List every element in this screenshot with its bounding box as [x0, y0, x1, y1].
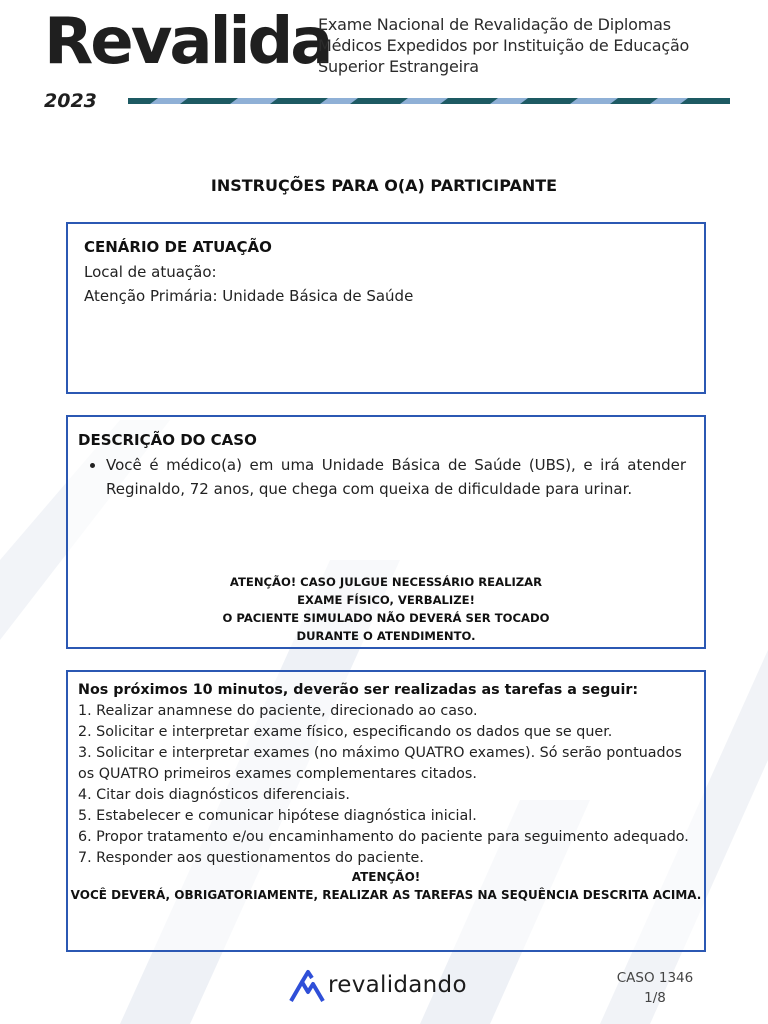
task-item: os QUATRO primeiros exames complementares citados.	[78, 766, 477, 782]
case-number-block	[600, 968, 710, 1008]
task-item: 5. Estabelecer e comunicar hipótese diagnóstica inicial.	[78, 808, 477, 824]
attention-line: ATENÇÃO!	[351, 870, 421, 884]
attention-line: VOCÊ DEVERÁ, OBRIGATORIAMENTE, REALIZAR AS TAREFAS NA SEQUÊNCIA DESCRITA ACIMA.	[70, 888, 702, 902]
case-bullet-item: • Você é médico(a) em uma Unidade Básica de Saúde (UBS), e irá atender Reginaldo, 72 anos, que chega com queixa de dificuldade para urinar.	[106, 453, 694, 501]
case-bullet-list	[78, 453, 694, 501]
task-item: 6. Propor tratamento e/ou encaminhamento do paciente para seguimento adequado.	[78, 829, 689, 845]
revalidando-logo	[288, 966, 488, 1006]
attention-line: DURANTE O ATENDIMENTO.	[296, 629, 476, 643]
exam-title-line-2: Médicos Expedidos por Instituição de Educação	[318, 36, 690, 55]
task-item: 4. Citar dois diagnósticos diferenciais.	[78, 787, 350, 803]
revalida-logo: Revalida	[44, 5, 331, 79]
revalidando-mark-icon	[288, 968, 326, 1004]
logo-year: 2023	[44, 90, 97, 112]
scenario-line: Atenção Primária: Unidade Básica de Saúde	[84, 287, 414, 305]
case-heading: DESCRIÇÃO DO CASO	[78, 431, 257, 449]
case-number: CASO 1346	[616, 970, 694, 986]
scenario-line: Local de atuação:	[84, 263, 217, 281]
task-item: 2. Solicitar e interpretar exame físico, especificando os dados que se quer.	[78, 724, 613, 740]
header-decorative-bar	[128, 96, 730, 106]
task-item: 7. Responder aos questionamentos do paciente.	[78, 850, 424, 866]
task-item: 1. Realizar anamnese do paciente, direcionado ao caso.	[78, 703, 478, 719]
case-description-box	[66, 415, 706, 649]
page-number: 1/8	[644, 990, 666, 1006]
exam-title	[318, 14, 748, 77]
scenario-box	[66, 222, 706, 394]
exam-title-line-3: Superior Estrangeira	[318, 57, 479, 76]
case-attention-notice	[68, 573, 704, 645]
exam-title-line-1: Exame Nacional de Revalidação de Diplomas	[318, 15, 671, 34]
brand-name: revalidando	[328, 972, 467, 998]
tasks-attention-notice	[68, 868, 704, 904]
attention-line: ATENÇÃO! CASO JULGUE NECESSÁRIO REALIZAR	[229, 575, 543, 589]
attention-line: O PACIENTE SIMULADO NÃO DEVERÁ SER TOCADO	[222, 611, 550, 625]
attention-line: EXAME FÍSICO, VERBALIZE!	[297, 593, 475, 607]
tasks-box	[66, 670, 706, 952]
page-title: INSTRUÇÕES PARA O(A) PARTICIPANTE	[210, 176, 558, 195]
tasks-intro: Nos próximos 10 minutos, deverão ser realizadas as tarefas a seguir:	[78, 682, 639, 698]
task-item: 3. Solicitar e interpretar exames (no máximo QUATRO exames). Só serão pontuados	[78, 745, 682, 761]
document-header	[0, 0, 768, 120]
scenario-heading: CENÁRIO DE ATUAÇÃO	[84, 238, 272, 256]
